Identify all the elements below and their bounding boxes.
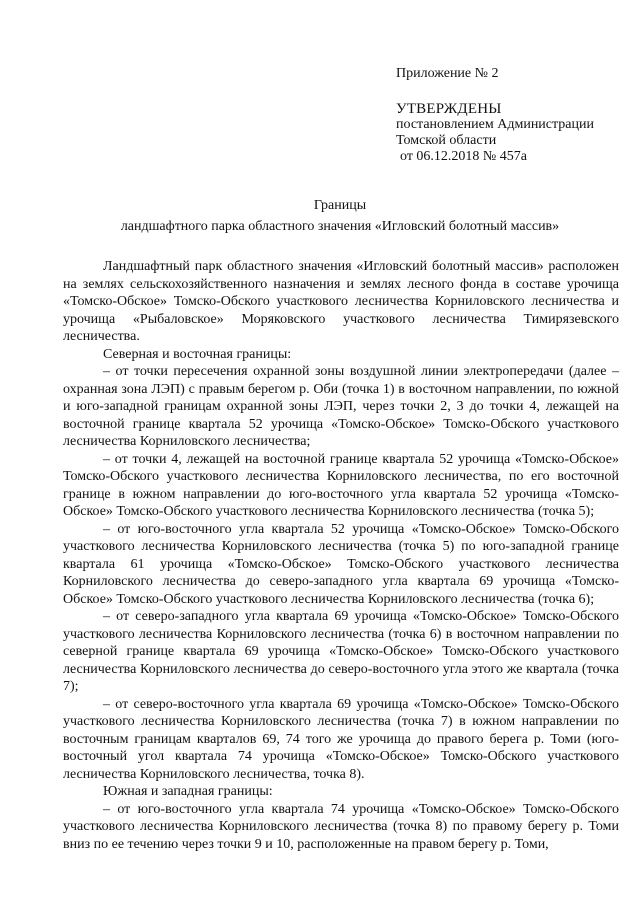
paragraph: – от северо-западного угла квартала 69 урочища «Томско-Обское» Томско-Обского участкового лесничества Корниловского лесничества (точка 6) в восточном направлении по северной границе квартала 69 урочища «Томско-Обское» Томско-Обского участкового лесничества Корниловского лесничества до северо-восточного угла этого же квартала (точка 7);: [63, 609, 619, 694]
approval-block: [396, 66, 594, 165]
approval-line-3: от 06.12.2018 № 457а: [400, 149, 528, 164]
approval-line-1: постановлением Администрации: [396, 117, 594, 132]
approval-line-2: Томской области: [396, 133, 497, 148]
paragraph: – от юго-восточного угла квартала 52 урочища «Томско-Обское» Томско-Обского участкового лесничества Корниловского лесничества (точка 5) по юго-западной границе квартала 61 урочища «Томско-Обское» Томско-Обского участкового лесничества Корниловского лесничества до северо-западного угла квартала 69 урочища «Томско-Обское» Томско-Обского участкового лесничества Корниловского лесничества (точка 6);: [63, 521, 619, 607]
paragraph: – от точки пересечения охранной зоны воздушной линии электропередачи (далее – охранная зона ЛЭП) с правым берегом р. Оби (точка 1) в восточном направлении, по южной и юго-западной границам охранной зоны ЛЭП, через точки 2, 3 до точки 4, лежащей на восточной границе квартала 52 урочища «Томско-Обское» Томско-Обского участкового лесничества Корниловского лесничества;: [63, 364, 619, 449]
title-line-1: Границы: [313, 198, 367, 213]
document-body: [63, 258, 619, 853]
paragraph: Южная и западная границы:: [103, 784, 273, 799]
paragraph: – от северо-восточного угла квартала 69 урочища «Томско-Обское» Томско-Обского участкового лесничества Корниловского лесничества (точка 7) в южном направлении по восточным границам кварталов 69, 74 того же урочища до правого берега р. Томи (юго-восточный угол квартала 74 урочища «Томско-Обское» Томско-Обского участкового лесничества Корниловского лесничества, точка 8).: [63, 696, 619, 782]
paragraph: – от юго-восточного угла квартала 74 урочища «Томско-Обское» Томско-Обского участкового лесничества Корниловского лесничества (точка 8) по правому берегу р. Томи вниз по ее течению через точки 9 и 10, расположенные на правом берегу р. Томи,: [63, 801, 619, 852]
paragraph: – от точки 4, лежащей на восточной границе квартала 52 урочища «Томско-Обское» Томско-Обского участкового лесничества Корниловского лесничества, по его восточной границе в южном направлении до юго-восточного угла квартала 52 урочища «Томско-Обское» Томско-Обского участкового лесничества Корниловского лесничества (точка 5);: [63, 451, 619, 519]
document-title: [60, 195, 620, 237]
appendix-number: Приложение № 2: [396, 66, 499, 81]
title-line-2: ландшафтного парка областного значения «Игловский болотный массив»: [120, 219, 560, 234]
paragraph: Северная и восточная границы:: [103, 346, 292, 362]
approved-heading: УТВЕРЖДЕНЫ: [396, 101, 502, 117]
paragraph: Ландшафтный парк областного значения «Игловский болотный массив» расположен на землях сельскохозяйственного назначения и землях лесного фонда в составе урочища «Томско-Обское» Томско-Обского участкового лесничества Корниловского лесничества и урочища «Рыбаловское» Моряковского участкового лесничества Тимирязевского лесничества.: [63, 259, 619, 344]
